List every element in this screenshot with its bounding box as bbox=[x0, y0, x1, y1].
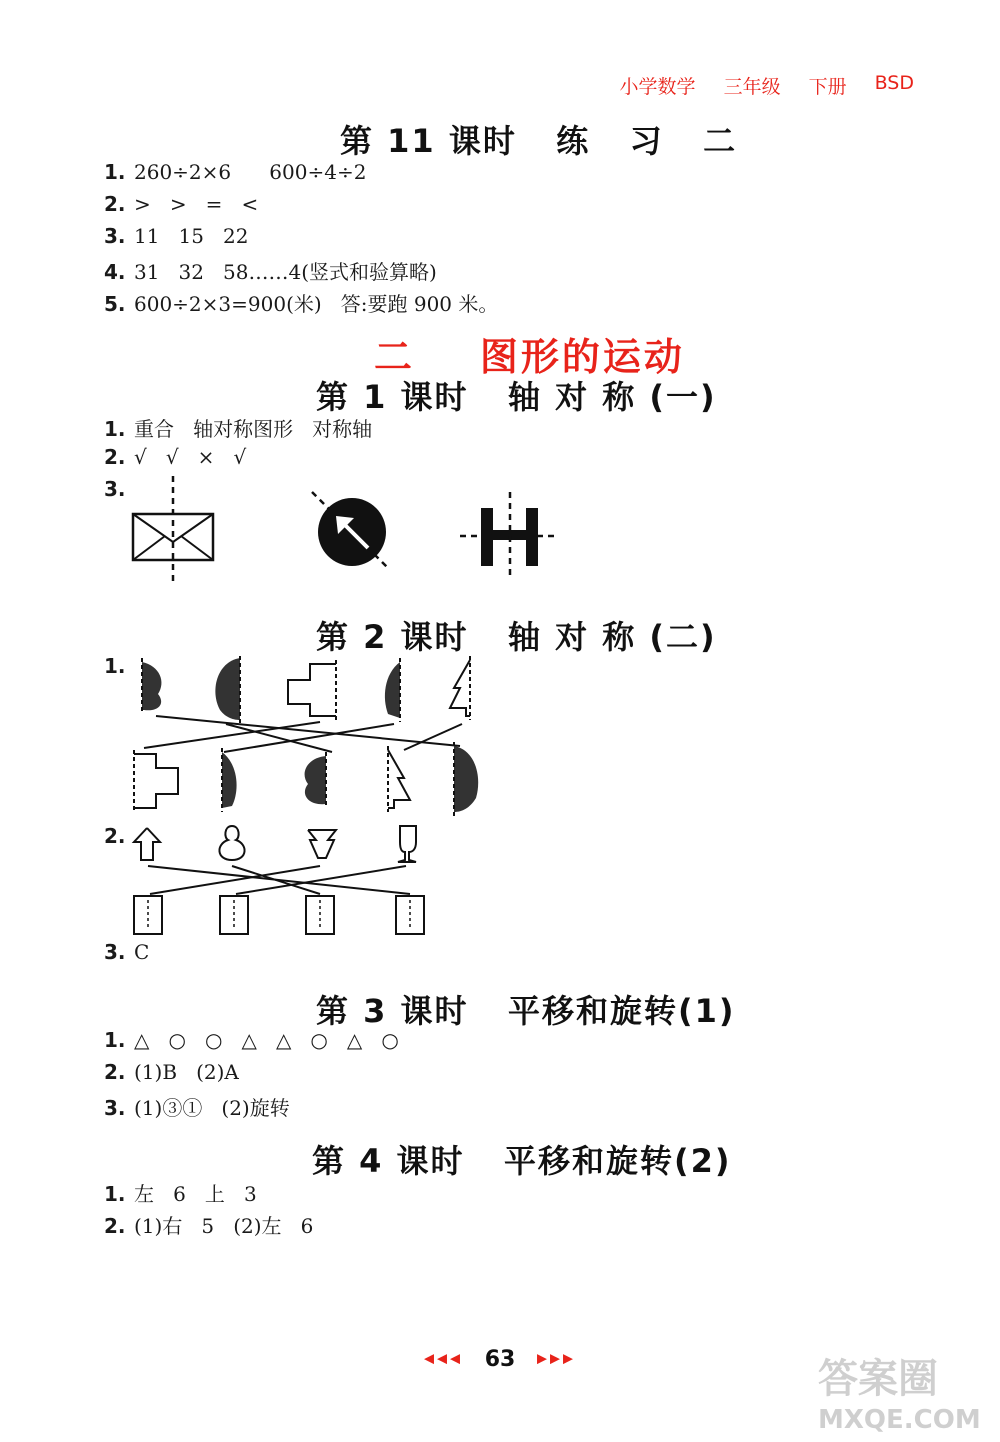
lesson2-title: 第 2 课时 轴 对 称 (二) bbox=[316, 618, 717, 656]
matching-lines bbox=[144, 716, 462, 752]
answer-text: C bbox=[134, 940, 150, 964]
item-number: 2. bbox=[104, 445, 126, 469]
answer-text: 左 6 上 3 bbox=[134, 1182, 257, 1206]
lesson3-item-1 bbox=[104, 1028, 399, 1052]
watermark-logo bbox=[814, 1346, 989, 1436]
item-number: 2. bbox=[104, 824, 126, 848]
bottom-row-half-figures bbox=[134, 742, 478, 816]
item-number: 2. bbox=[104, 1060, 126, 1084]
lesson2-item-3 bbox=[104, 940, 149, 964]
lesson4-item-1 bbox=[104, 1178, 257, 1207]
answer-text: 31 32 58……4(竖式和验算略) bbox=[134, 260, 437, 284]
lesson1-item-1 bbox=[104, 413, 372, 442]
answer-text: > > = < bbox=[134, 192, 259, 216]
item-number: 1. bbox=[104, 417, 126, 441]
lesson11-item-4 bbox=[104, 256, 437, 285]
subject-label: 小学数学 bbox=[619, 76, 696, 98]
lesson11-item-1 bbox=[104, 160, 366, 184]
right-arrows-icon: ▶▶▶ bbox=[536, 1351, 576, 1367]
answer-text: √ √ × √ bbox=[134, 445, 247, 469]
h-letter-figure bbox=[460, 492, 556, 580]
top-row-half-figures bbox=[142, 656, 470, 724]
matching-lines bbox=[148, 866, 410, 894]
answer-text: (1)右 5 (2)左 6 bbox=[134, 1214, 314, 1238]
lesson4-title: 第 4 课时 平移和旋转(2) bbox=[312, 1142, 732, 1180]
watermark-title: 答案圈 bbox=[818, 1356, 938, 1402]
answer-text: 260÷2×6 600÷4÷2 bbox=[134, 160, 367, 184]
item-number: 3. bbox=[104, 1096, 126, 1120]
top-row-shapes bbox=[134, 826, 416, 862]
matching-figures-1 bbox=[120, 652, 500, 822]
volume-label: 下册 bbox=[808, 76, 847, 98]
lesson3-item-2 bbox=[104, 1060, 239, 1084]
answer-text: 11 15 22 bbox=[134, 224, 249, 248]
lesson4-item-2 bbox=[104, 1210, 313, 1239]
grade-label: 三年级 bbox=[723, 76, 781, 98]
envelope-figure bbox=[133, 476, 213, 586]
bottom-row-paper-shapes bbox=[134, 896, 424, 934]
lesson1-title: 第 1 课时 轴 对 称 (一) bbox=[316, 378, 717, 416]
answer-text: 重合 轴对称图形 对称轴 bbox=[134, 417, 373, 441]
item-number: 4. bbox=[104, 260, 126, 284]
item-number: 3. bbox=[104, 940, 126, 964]
item-number: 1. bbox=[104, 654, 126, 678]
item-number: 1. bbox=[104, 160, 126, 184]
left-arrows-icon: ◀◀◀ bbox=[424, 1351, 464, 1367]
lesson3-item-3 bbox=[104, 1092, 290, 1121]
item-number: 5. bbox=[104, 292, 126, 316]
page-number: 63 bbox=[484, 1346, 516, 1372]
watermark-url: MXQE.COM bbox=[818, 1405, 981, 1435]
book-header bbox=[620, 72, 914, 99]
circle-arrow-figure bbox=[312, 492, 388, 568]
item-number: 2. bbox=[104, 192, 126, 216]
lesson11-title: 第 11 课时 练 习 二 bbox=[340, 122, 738, 160]
lesson11-item-5 bbox=[104, 288, 498, 317]
item-number: 1. bbox=[104, 1182, 126, 1206]
matching-figures-2 bbox=[120, 822, 440, 938]
lesson11-item-3 bbox=[104, 224, 249, 248]
answer-text: (1)③① (2)旋转 bbox=[134, 1096, 290, 1120]
lesson11-item-2 bbox=[104, 192, 258, 216]
item-number: 1. bbox=[104, 1028, 126, 1052]
item-number: 3. bbox=[104, 477, 126, 501]
answer-text: (1)B (2)A bbox=[134, 1060, 239, 1084]
answer-text: 600÷2×3=900(米) 答:要跑 900 米。 bbox=[134, 292, 499, 316]
lesson1-item-2 bbox=[104, 445, 246, 469]
unit-title: 二 图形的运动 bbox=[374, 335, 685, 379]
lesson3-title: 第 3 课时 平移和旋转(1) bbox=[316, 992, 736, 1030]
edition-label: BSD bbox=[874, 72, 914, 94]
item-number: 3. bbox=[104, 224, 126, 248]
item-number: 2. bbox=[104, 1214, 126, 1238]
symmetry-figures bbox=[120, 470, 580, 590]
answer-text: △ ○ ○ △ △ ○ △ ○ bbox=[134, 1028, 399, 1052]
